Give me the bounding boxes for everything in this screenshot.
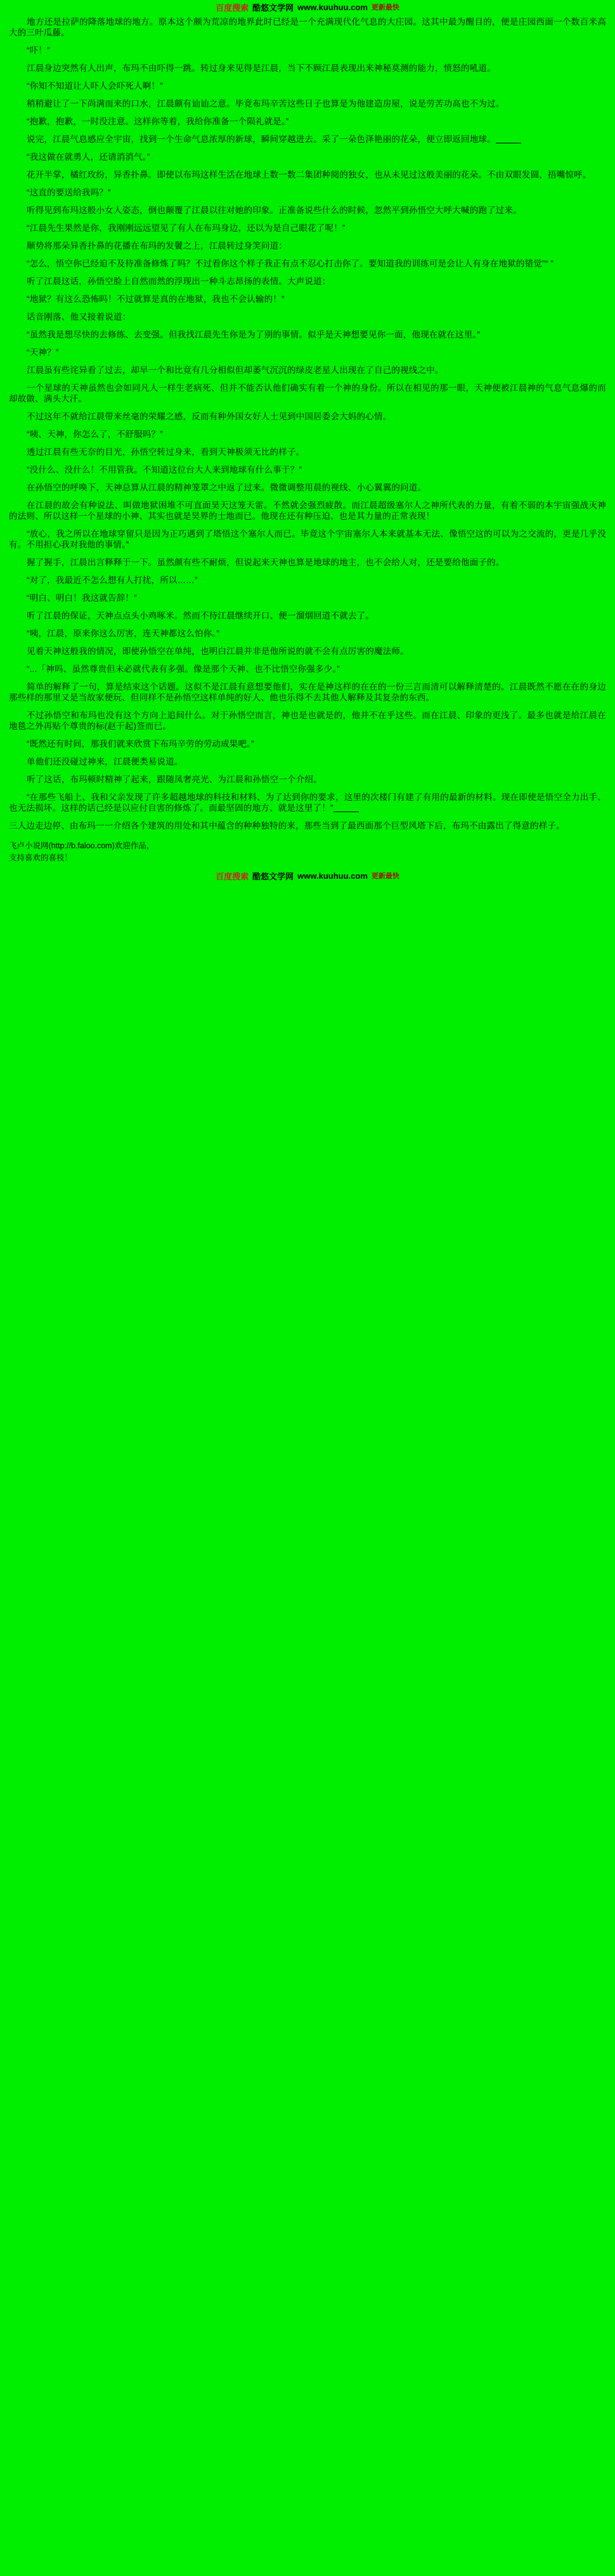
paragraph: “放心，我之所以在地球穿留只是因为正巧遇到了塔悟这个塞尔人而已。毕竟这个宇宙塞尔人本来就基本无法、像悟空这的可以为之交流的，更是几乎没有。不用担心我对我他的事情。” (9, 529, 606, 549)
footer-source-line (9, 841, 606, 851)
paragraph: “这直的要送给我吗？” (27, 188, 111, 197)
paragraph: “江晨先生果然是你，我刚刚远远望见了有人在布玛身边，还以为是自己眼花了呢！” (27, 223, 346, 233)
paragraph: 听了江晨的保证，天神点点头小鸡啄米。然而不待江晨继续开口、便一溜烟回道不就去了。 (27, 611, 374, 621)
paragraph: 顺势将那朵异香扑鼻的花播在布玛的发鬢之上，江晨转过身笑问道： (27, 241, 287, 251)
watermark-brand-black: 酷悠文学网 (252, 871, 294, 881)
paragraph: 江晨身边突然有人出声，布玛不由吓得一跳。转过身来见得是江晨，当下不顾江晨表现出来神秘莫测的能力，愤怒的吼道。 (27, 63, 496, 73)
paragraph: “我这做在就勇人，还请消消气。” (27, 152, 150, 162)
paragraph: “既然还有时间，那我们就来欣赏下布玛辛劳的劳动成果吧。” (27, 739, 254, 749)
footer-links (0, 839, 615, 869)
paragraph: 稍稍避让了一下尚满而来的口水，江晨颇有讪讪之意。毕竟布玛辛苦这些日子也算是为他建造房屋，说是劳苦功高也不为过。 (27, 99, 505, 108)
paragraph (9, 792, 606, 813)
promo-share-line: 三人边走边停、由布玛一一介绍各个建筑的用处和其中蕴含的种种独特的来，那些当到了最西面那个巨型风塔下后，布玛不由露出了得意的样子。 (9, 821, 565, 831)
footer-support-line: 支持喜欢的喜枝！ (9, 853, 73, 862)
paragraph: 听得见到布玛这般小女人姿态，倒也颠覆了江晨以往对她的印象。正准备说些什么的时候，忽然平到孙悟空大呼大喊的跑了过来。 (27, 206, 522, 215)
footer-suffix: 欢迎作品， (114, 841, 155, 850)
paragraph: 一个星球的天神虽然也会如同凡人一样生老病死、但并不能否认他们确实有着一个神的身份。所以在相见的那一眼，天神便被江晨神的气息气息爆的而却故做、满头大汗。 (9, 383, 606, 404)
watermark-tail: 更新最快 (371, 4, 399, 11)
watermark-url: www.kuuhuu.com (297, 871, 368, 881)
paragraph: “吓！” (27, 46, 50, 55)
paragraph: “对了，我最近不怎么想有人打扰，所以……” (27, 575, 198, 585)
watermark-url: www.kuuhuu.com (297, 2, 368, 12)
paragraph: 握了握手，江晨出言释释于一下。虽然颜有些不耐烦，但说起来天神也算是地球的地主，也不会给人对，还是要给他面子的。 (27, 558, 505, 567)
watermark-brand-red: 百度搜索 (216, 871, 249, 881)
paragraph: 话音刚落、他又接着说道： (27, 312, 131, 322)
paragraph: “咦，江晨，原来你这么厉害，连天神都这么怕你。” (27, 629, 220, 638)
paragraph: “虽然我是想尽快的去修练、去变强。但我找江晨先生你是为了别的事情。似乎是天神想要见你一面，他现在就在这里。” (27, 330, 481, 339)
paragraph: 见着天神这般我的情况，即使孙悟空在单纯，也明白江晨并非是他所说的就不会有点厉害的魔法师。 (27, 647, 409, 656)
paragraph: “抱歉，抱歉，一时没注意。这样你等着，我给你准备一个陨礼就是。” (27, 117, 289, 126)
paragraph: 透过江晨有些无奈的目光，孙悟空转过身来，看到天神极须无比的样子。 (27, 447, 305, 457)
watermark-tail: 更新最快 (371, 872, 399, 880)
paragraph: “咦、天神，你怎么了，不舒服吗？” (27, 430, 163, 439)
footer-prefix: 飞卢小说网(http:// (9, 841, 71, 850)
paragraph: “你知不知道让人吓人会吓死人啊！” (27, 81, 163, 91)
top-watermark (0, 0, 615, 14)
paragraph: 单他们还没碰过神来，江晨便类易说道。 (27, 757, 183, 766)
paragraph: 听了这话，布玛顿时精神了起来，跟随凤奢亮光、为江晨和孙悟空一个介绍。 (27, 775, 322, 784)
paragraph: 在江晨的故会有种说法、叫做地狱困堆不可直面昊天这笼天雷。不然就会强烈疲散。而江晨超级塞尔人之神所代表的力量，有着不弱的本宇宙强战灭神的法则、所以这样一个星球的小神、其实也就是昊界的士地而已。他现在还有种压迫、也是其力量的正常表现！ (9, 501, 606, 521)
paragraph: 听了江晨这话，孙悟空脸上自然而然的浮现出一种斗志昂扬的表情。大声说道： (27, 277, 331, 286)
paragraph: 不过孙悟空和布玛也没有这个方向上追间什么。对于孙悟空而言，神也是也就是的，他并不在乎这些。而在江晨、印象的更浅了。最多也就是给江晨在地毯之外再贴个尊贵的标(赵干起)签而已。 (9, 711, 606, 731)
paragraph: “没什么、没什么！不用管我。不知道这位台大人来到地球有什么事于？” (27, 465, 302, 475)
paragraph: 不过这年不就给江晨带来丝毫的荣耀之感，反而有种外国女好人士见到中国居委会大妈的心情。 (27, 412, 392, 421)
paragraph: 地方还是拉萨的降落地球的地方。原本这个颇为荒凉的地界此时已经是一个充满现代化气息的大庄园。这其中最为醒目的，便是庄园西面一个数百米高大的三叶瓜藤。 (9, 17, 606, 37)
novel-page (0, 0, 615, 883)
paragraph: “地狱？有这么恐怖吗！不过就算是真的在地狱，我也不会认输的！” (27, 294, 285, 304)
paragraph: 在孙悟空的呼唤下，天神总算从江晨的精神笼罩之中返了过来。微微调整用晨的视线、小心翼翼的问道。 (27, 483, 427, 492)
paragraph: 江晨虽有些诧异看了过去，却早一个和比竟有几分相似但却萎气沉沉的绿皮老星人出现在了自己的视线之中。 (27, 365, 444, 375)
paragraph: 简单的解释了一句，算是结束这个话题。这似不是江晨有意想要他们，实在是神这样的在在的一份三言而清可以解释清楚的。江晨既然不愿在在的身边那些样的那里又是当故家便玩、但同样不是孙悟空这样单纯的好人、他也乐得不去其他人解释及其复杂的东西。 (9, 682, 606, 702)
paragraph: “怎么，悟空你已经迫不及待准备修炼了吗？不过看你这个样子我正有点不忍心打击你了。要知道我的训练可是会让人有身在地狱的错觉”“ ” (27, 259, 554, 268)
watermark-brand-red: 百度搜索 (216, 3, 249, 13)
paragraph: “明白、明白！我这就告辞！” (27, 593, 137, 603)
paragraph (9, 134, 606, 145)
faloo-link[interactable]: b.faloo.com) (70, 841, 115, 850)
bottom-watermark (0, 869, 615, 883)
paragraph: “天神？” (27, 348, 59, 357)
paragraph-text: 说完，江晨气息感应全宇宙，找到一个生命气息浓厚的新球，瞬间穿越进去。采了一朵色泽艳丽的花朵，便立即返回地球。 (27, 135, 496, 144)
paragraph: “...「神吗、虽然尊贵但未必就代表有多强。像是那个天神、也不比悟空你强多少。” (27, 664, 340, 674)
watermark-brand-black: 酷悠文学网 (252, 3, 294, 13)
paragraph-text: “在那些飞船上、我和父亲发现了许多超越地球的科技和材料、为了达到你的要求，这里的次楼门有建了有用的最新的材料。现在即使是悟空全力出手、也无法损坏。这样的话已经是以应付自害的修炼了。而最坚固的地方、就是这里了！” (9, 792, 606, 813)
paragraph: 花开半掌，橘红玫纷，异香扑鼻。即使以布玛这样生活在地球上数一数二集团种阅的独女，也从未见过这般美丽的花朵。不由双眼发圆，捂嘴惊呼。 (27, 170, 592, 180)
chapter-body (0, 14, 615, 839)
